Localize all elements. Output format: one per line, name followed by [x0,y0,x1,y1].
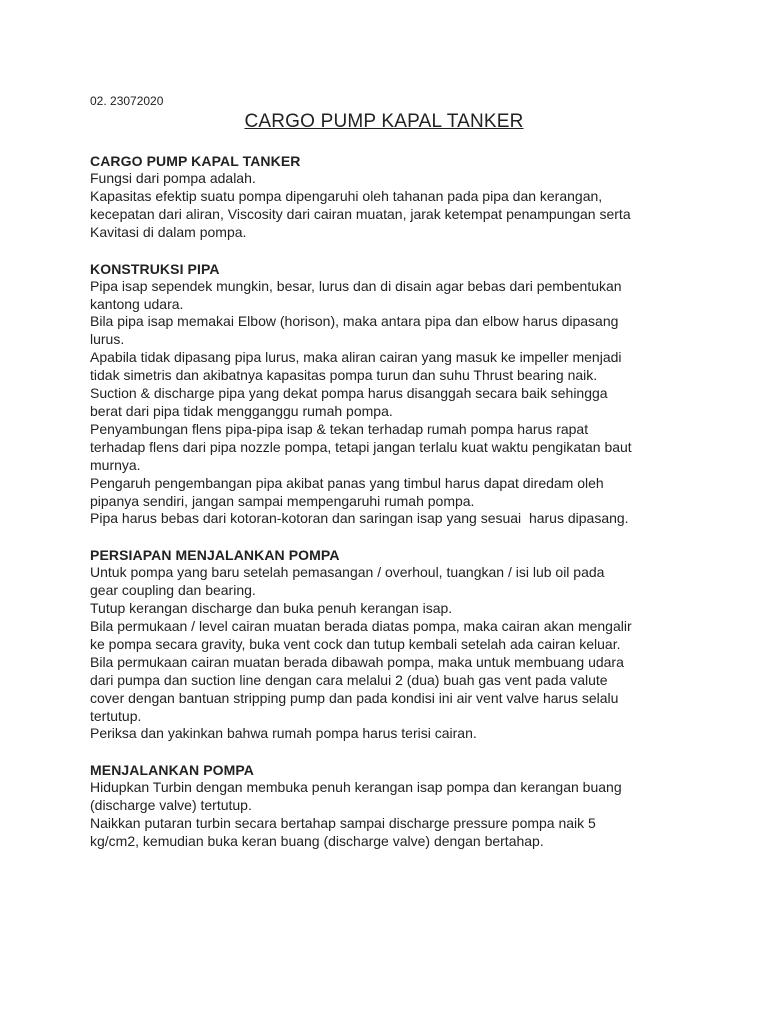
paragraph: Periksa dan yakinkan bahwa rumah pompa harus terisi cairan. [90,725,477,742]
document-number: 02. 23072020 [90,94,164,108]
paragraph: Pipa isap sependek mungkin, besar, lurus dan di disain agar bebas dari pembentukan kantong udara. [90,277,622,312]
section-heading: CARGO PUMP KAPAL TANKER [90,153,301,169]
section-menjalankan-pompa [90,761,690,851]
paragraph: Hidupkan Turbin dengan membuka penuh kerangan isap pompa dan kerangan buang (discharge valve) tertutup. [90,779,622,814]
section-konstruksi-pipa [90,260,690,529]
paragraph: Bila permukaan / level cairan muatan berada diatas pompa, maka cairan akan mengalir ke pompa secara gravity, buka vent cock dan tutup kembali setelah ada cairan keluar. [90,618,632,652]
paragraph: Bila permukaan cairan muatan berada dibawah pompa, maka untuk membuang udara dari pumpa dan suction line dengan cara melalui 2 (dua) buah gas vent pada valute cover dengan bantuan stripping pump dan pada kondisi ini air vent valve harus selalu tertutup. [90,653,624,724]
paragraph: Untuk pompa yang baru setelah pemasangan / overhoul, tuangkan / isi lub oil pada gear coupling dan bearing. [90,564,605,599]
paragraph: Bila pipa isap memakai Elbow (horison), maka antara pipa dan elbow harus dipasang lurus. [90,313,619,348]
paragraph: Fungsi dari pompa adalah. [90,170,256,186]
paragraph: Kapasitas efektip suatu pompa dipengaruhi oleh tahanan pada pipa dan kerangan, kecepatan dari aliran, Viscosity dari cairan muatan, jarak ketempat penampungan serta Kavitasi di dalam pompa. [90,187,631,240]
paragraph: Pengaruh pengembangan pipa akibat panas yang timbul harus dapat diredam oleh pipanya sendiri, jangan sampai mempengaruhi rumah pompa. [90,474,604,509]
document-title: CARGO PUMP KAPAL TANKER [244,111,524,132]
paragraph: Suction & discharge pipa yang dekat pompa harus disanggah secara baik sehingga berat dari pipa tidak mengganggu rumah pompa. [90,385,608,419]
paragraph: Pipa harus bebas dari kotoran-kotoran dan saringan isap yang sesuai harus dipasang. [90,510,629,527]
section-heading: PERSIAPAN MENJALANKAN POMPA [90,547,340,564]
paragraph: Tutup kerangan discharge dan buka penuh kerangan isap. [90,600,453,617]
document-page [90,93,690,851]
paragraph: Penyambungan flens pipa-pipa isap & tekan terhadap rumah pompa harus rapat terhadap flens dari pipa nozzle pompa, tetapi jangan terlalu kuat waktu pengikatan baut murnya. [90,420,632,473]
section-persiapan-menjalankan-pompa [90,546,690,743]
section-cargo-pump [90,152,690,242]
paragraph: Naikkan putaran turbin secara bertahap sampai discharge pressure pompa naik 5 kg/cm2, kemudian buka keran buang (discharge valve) dengan bertahap. [90,815,596,850]
paragraph: Apabila tidak dipasang pipa lurus, maka aliran cairan yang masuk ke impeller menjadi tidak simetris dan akibatnya kapasitas pompa turun dan suhu Thrust bearing naik. [90,349,622,384]
section-heading: MENJALANKAN POMPA [90,762,254,779]
section-heading: KONSTRUKSI PIPA [90,260,220,277]
